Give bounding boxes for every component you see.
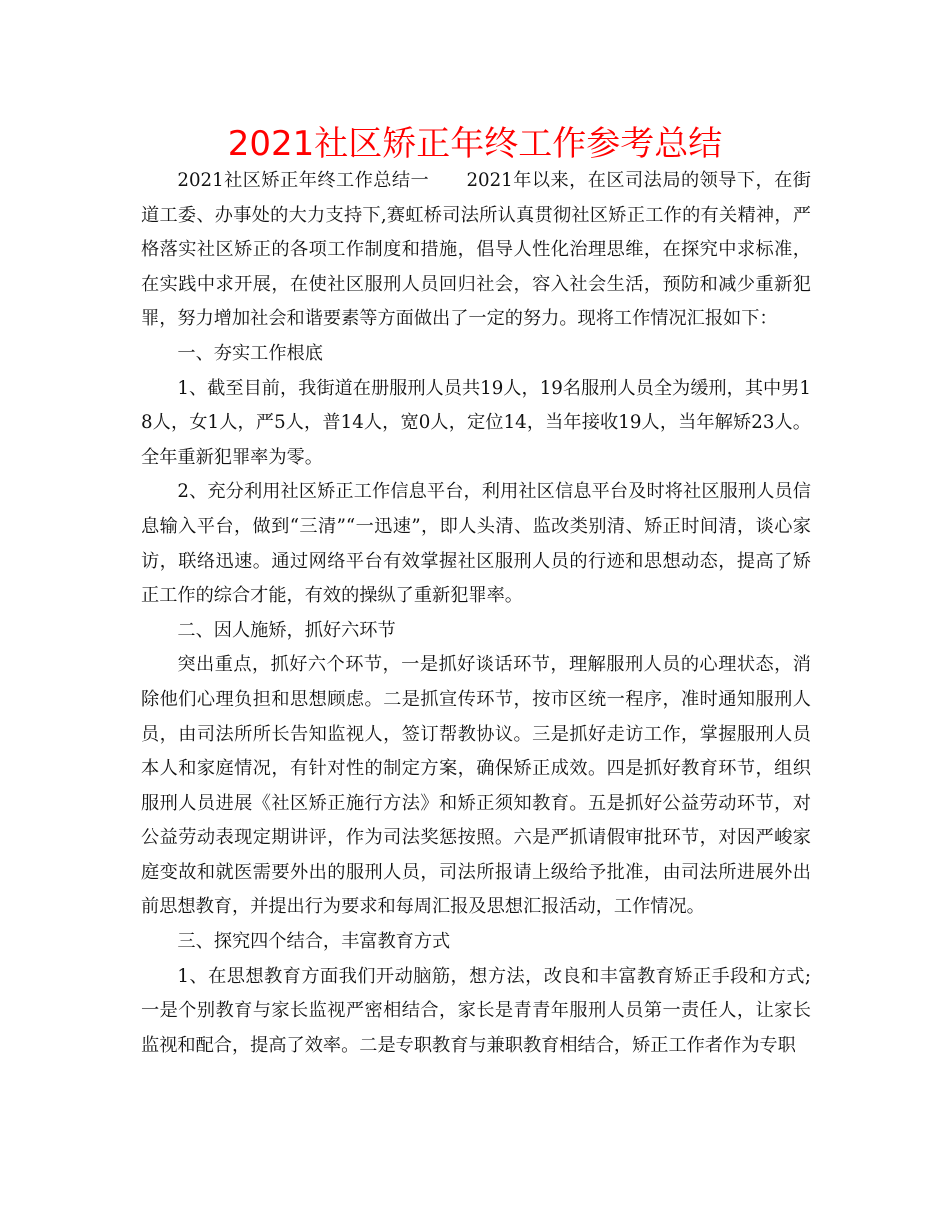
section-heading-2: 二、因人施矫，抓好六环节: [177, 619, 396, 641]
paragraph-six-links: 突出重点，抓好六个环节，一是抓好谈话环节，理解服刑人员的心理状态，消除他们心理负担和思想顾虑。二是抓宣传环节，按市区统一程序，准时通知服刑人员，由司法所所长告知监视人，签订帮教协议。三是抓好走访工作，掌握服刑人员本人和家庭情况，有针对性的制定方案，确保矫正成效。四是抓好教育环节，组织服刑人员进展《社区矫正施行方法》和矫正须知教育。五是抓好公益劳动环节，对公益劳动表现定期讲评，作为司法奖惩按照。六是严抓请假审批环节，对因严峻家庭变故和就医需要外出的服刑人员，司法所报请上级给予批准，由司法所进展外出前思想教育，并提出行为要求和每周汇报及思想汇报活动，工作情况。: [141, 654, 811, 918]
paragraph-item-1: 1、截至目前，我街道在册服刑人员共19人，19名服刑人员全为缓刑，其中男18人，女1人，严5人，普14人，宽0人，定位14，当年接收19人，当年解矫23人。全年重新犯罪率为零。: [141, 377, 811, 468]
paragraph-intro: 2021社区矫正年终工作总结一 2021年以来，在区司法局的领导下，在街道工委、办事处的大力支持下,赛虹桥司法所认真贯彻社区矫正工作的有关精神，严格落实社区矫正的各项工作制度和措施，倡导人性化治理思维，在探究中求标准，在实践中求开展，在使社区服刑人员回归社会，容入社会生活，预防和减少重新犯罪，努力增加社会和谐要素等方面做出了一定的努力。现将工作情况汇报如下：: [141, 170, 811, 330]
document-title: 2021社区矫正年终工作参考总结: [227, 124, 723, 164]
paragraph-item-2: 2、充分利用社区矫正工作信息平台，利用社区信息平台及时将社区服刑人员信息输入平台，做到“三清”“一迅速”，即人头清、监改类别清、矫正时间清，谈心家访，联络迅速。通过网络平台有效掌握社区服刑人员的行迹和思想动态，提高了矫正工作的综合才能，有效的操纵了重新犯罪率。: [141, 481, 811, 607]
section-heading-3: 三、探究四个结合，丰富教育方式: [177, 931, 451, 953]
document-body: [141, 164, 811, 1063]
paragraph-four-combinations: 1、在思想教育方面我们开动脑筋，想方法，改良和丰富教育矫正手段和方式;一是个别教育与家长监视严密相结合，家长是青青年服刑人员第一责任人，让家长监视和配合，提高了效率。二是专职教育与兼职教育相结合，矫正工作者作为专职: [141, 965, 811, 1056]
section-heading-1: 一、夯实工作根底: [177, 342, 323, 364]
